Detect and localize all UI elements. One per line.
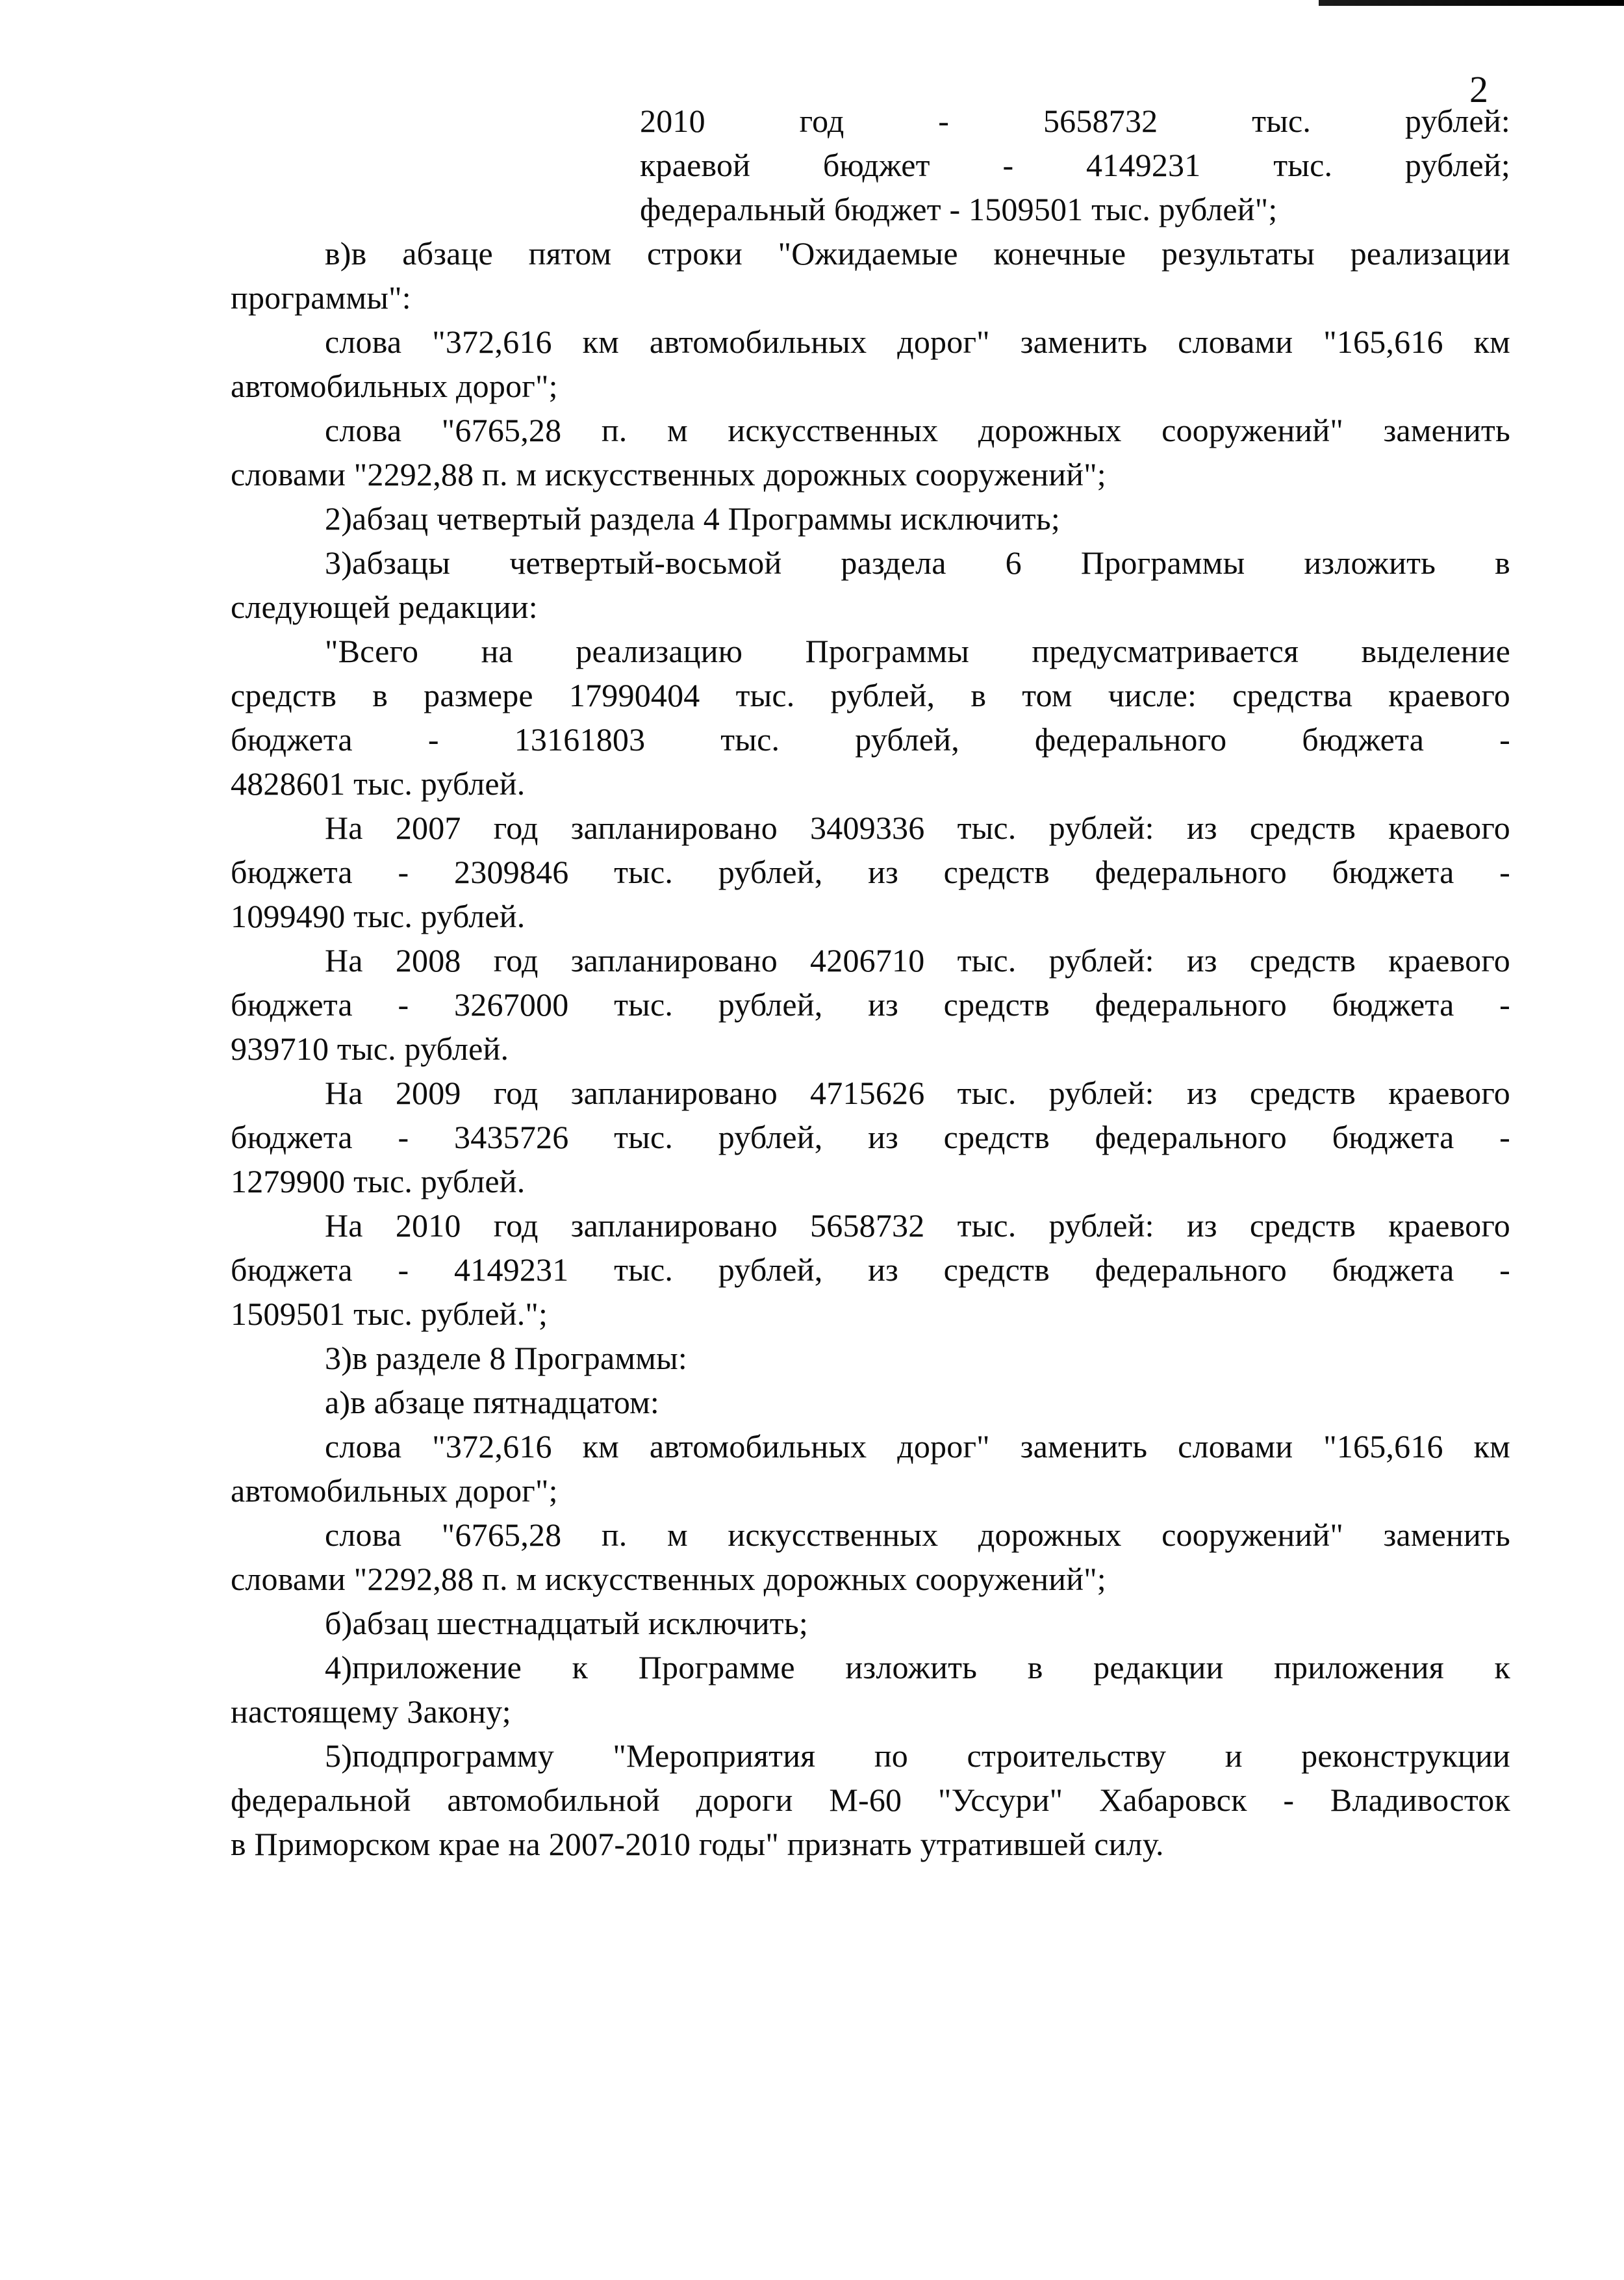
text-line: "Всего на реализацию Программы предусматривается выделение [325, 633, 1510, 669]
paragraph [231, 1203, 1510, 1336]
text-line: На 2007 год запланировано 3409336 тыс. рублей: из средств краевого [325, 810, 1510, 846]
paragraph [231, 629, 1510, 806]
text-line: 4828601 тыс. рублей. [231, 765, 526, 802]
paragraph [231, 541, 1510, 629]
text-line: в Приморском крае на 2007-2010 годы" признать утратившей силу. [231, 1826, 1164, 1862]
text-line: словами "2292,88 п. м искусственных дорожных сооружений"; [231, 1561, 1106, 1597]
text-line: 2)абзац четвертый раздела 4 Программы исключить; [325, 500, 1060, 537]
paragraph [231, 938, 1510, 1071]
text-line: слова "372,616 км автомобильных дорог" заменить словами "165,616 км [325, 324, 1510, 360]
scan-artifact-bar [1319, 0, 1624, 6]
paragraph [231, 1513, 1510, 1601]
text-line: 1279900 тыс. рублей. [231, 1163, 526, 1199]
paragraph [231, 1645, 1510, 1734]
paragraph [231, 1380, 1510, 1424]
text-line: 2010 год - 5658732 тыс. рублей: [640, 103, 1510, 139]
text-line: бюджета - 2309846 тыс. рублей, из средств федерального бюджета - [231, 854, 1510, 890]
text-line: настоящему Закону; [231, 1693, 511, 1730]
text-line: а)в абзаце пятнадцатом: [325, 1384, 660, 1420]
text-line: 3)абзацы четвертый-восьмой раздела 6 Программы изложить в [325, 544, 1510, 581]
quoted-budget-block [640, 99, 1510, 231]
text-line: автомобильных дорог"; [231, 1472, 558, 1509]
text-line: 1509501 тыс. рублей."; [231, 1296, 548, 1332]
paragraph [231, 1424, 1510, 1513]
text-line: 939710 тыс. рублей. [231, 1031, 509, 1067]
text-line: На 2010 год запланировано 5658732 тыс. рублей: из средств краевого [325, 1207, 1510, 1244]
paragraph [231, 1336, 1510, 1380]
paragraph [231, 806, 1510, 938]
text-line: бюджета - 3435726 тыс. рублей, из средств федерального бюджета - [231, 1119, 1510, 1155]
paragraph [231, 1734, 1510, 1866]
text-line: слова "372,616 км автомобильных дорог" заменить словами "165,616 км [325, 1428, 1510, 1465]
text-line: 3)в разделе 8 Программы: [325, 1340, 687, 1376]
page-number: 2 [1469, 68, 1488, 110]
document-body [231, 99, 1510, 1866]
paragraph [231, 231, 1510, 320]
text-line: 4)приложение к Программе изложить в редакции приложения к [325, 1649, 1510, 1685]
text-line: На 2009 год запланировано 4715626 тыс. рублей: из средств краевого [325, 1075, 1510, 1111]
text-line: краевой бюджет - 4149231 тыс. рублей; [640, 147, 1510, 183]
text-line: программы": [231, 279, 411, 316]
text-line: федеральной автомобильной дороги М-60 "Уссури" Хабаровск - Владивосток [231, 1782, 1510, 1818]
paragraph [231, 1071, 1510, 1203]
text-line: в)в абзаце пятом строки "Ожидаемые конечные результаты реализации [325, 235, 1510, 272]
text-line: бюджета - 4149231 тыс. рублей, из средств федерального бюджета - [231, 1251, 1510, 1288]
paragraph [231, 1601, 1510, 1645]
text-line: На 2008 год запланировано 4206710 тыс. рублей: из средств краевого [325, 942, 1510, 979]
text-line: средств в размере 17990404 тыс. рублей, в том числе: средства краевого [231, 677, 1510, 713]
text-line: слова "6765,28 п. м искусственных дорожных сооружений" заменить [325, 412, 1510, 448]
text-line: федеральный бюджет - 1509501 тыс. рублей"; [640, 191, 1278, 227]
paragraph [231, 496, 1510, 541]
text-line: слова "6765,28 п. м искусственных дорожных сооружений" заменить [325, 1517, 1510, 1553]
paragraph [231, 320, 1510, 408]
text-line: следующей редакции: [231, 589, 538, 625]
text-line: бюджета - 3267000 тыс. рублей, из средств федерального бюджета - [231, 986, 1510, 1023]
text-line: б)абзац шестнадцатый исключить; [325, 1605, 808, 1641]
paragraph [231, 408, 1510, 496]
text-line: словами "2292,88 п. м искусственных дорожных сооружений"; [231, 456, 1106, 493]
text-line: 1099490 тыс. рублей. [231, 898, 526, 934]
text-line: 5)подпрограмму "Мероприятия по строительству и реконструкции [325, 1737, 1510, 1774]
text-line: бюджета - 13161803 тыс. рублей, федерального бюджета - [231, 721, 1510, 758]
text-line: автомобильных дорог"; [231, 368, 558, 404]
